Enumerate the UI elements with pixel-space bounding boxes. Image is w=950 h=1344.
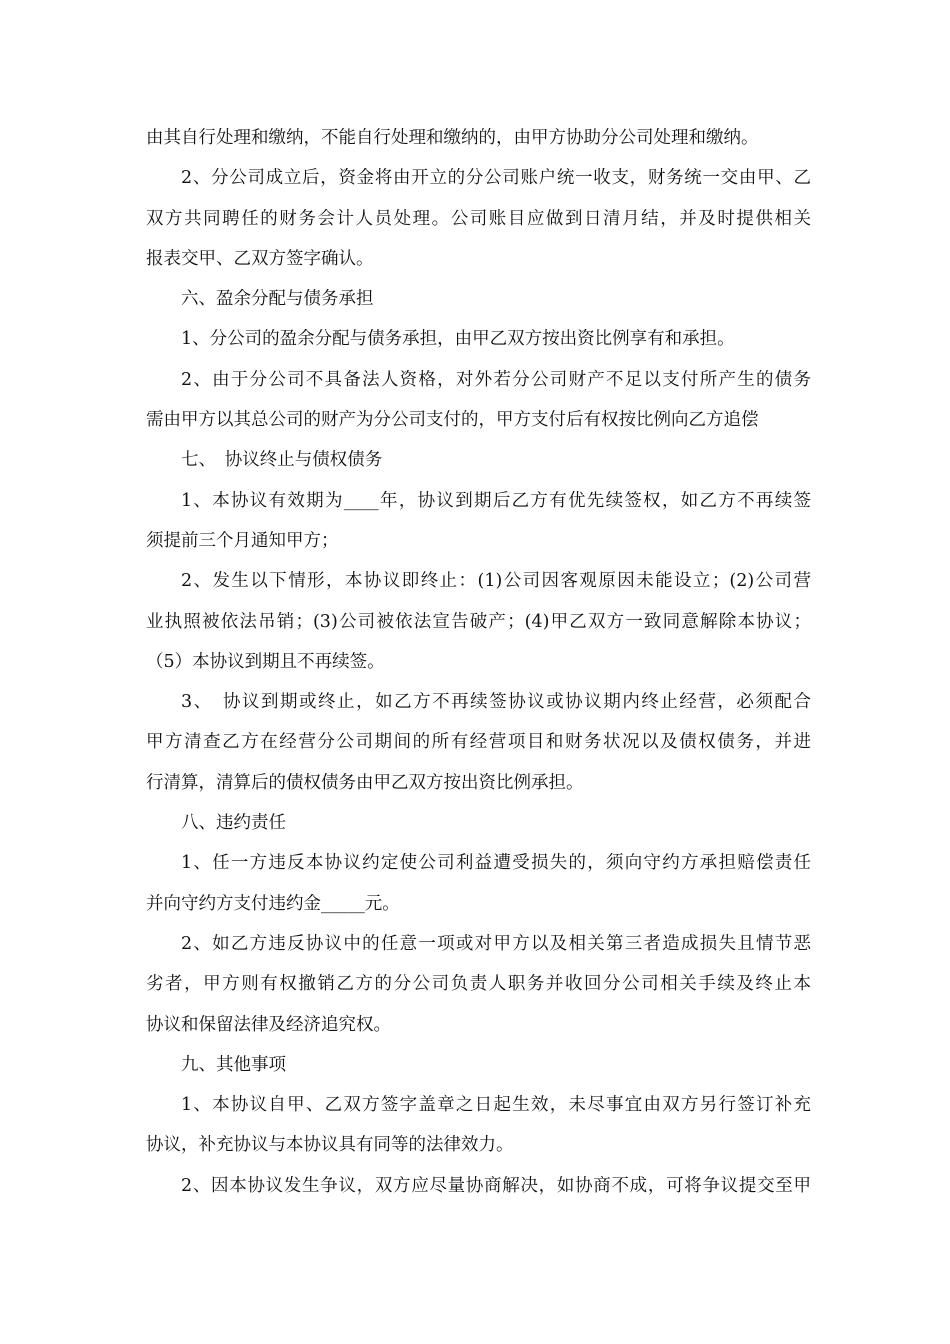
text-line: 协议和保留法律及经济追究权。 <box>146 1014 391 1035</box>
text-line: 2、如乙方违反协议中的任意一项或对甲方以及相关第三者造成损失且情节恶 <box>181 933 811 954</box>
text-line: 劣者，甲方则有权撤销乙方的分公司负责人职务并收回分公司相关手续及终止本 <box>146 974 811 995</box>
text-line: 协议，补充协议与本协议具有同等的法律效力。 <box>146 1135 514 1156</box>
text-line: 须提前三个月通知甲方； <box>146 530 339 551</box>
text-line: 3、 协议到期或终止，如乙方不再续签协议或协议期内终止经营，必须配合 <box>181 692 811 713</box>
text-line: 由其自行处理和缴纳，不能自行处理和缴纳的，由甲方协助分公司处理和缴纳。 <box>146 128 759 148</box>
text-line: 行清算，清算后的债权债务由甲乙双方按出资比例承担。 <box>146 772 584 793</box>
text-line: 报表交甲、乙双方签字确认。 <box>146 248 374 269</box>
text-line: 并向守约方支付违约金_____元。 <box>146 893 400 914</box>
text-line: 业执照被依法吊销；(3)公司被依法宣告破产；(4)甲乙双方一致同意解除本协议； <box>146 611 811 632</box>
text-line: 需由甲方以其总公司的财产为分公司支付的，甲方支付后有权按比例向乙方追偿 <box>146 410 759 431</box>
text-line: 1、任一方违反本协议约定使公司利益遭受损失的，须向守约方承担赔偿责任 <box>181 853 811 874</box>
section-heading: 七、 协议终止与债权债务 <box>181 450 383 471</box>
text-line: 2、由于分公司不具备法人资格，对外若分公司财产不足以支付所产生的债务 <box>181 369 811 390</box>
text-line: 甲方清查乙方在经营分公司期间的所有经营项目和财务状况以及债权债务，并进 <box>146 732 811 753</box>
text-line: 2、分公司成立后，资金将由开立的分公司账户统一收支，财务统一交由甲、乙 <box>181 168 811 189</box>
section-heading: 九、其他事项 <box>181 1054 286 1075</box>
section-heading: 六、盈余分配与债务承担 <box>181 289 374 310</box>
text-line: 1、本协议自甲、乙双方签字盖章之日起生效，未尽事宜由双方另行签订补充 <box>181 1095 811 1116</box>
text-line: 2、发生以下情形，本协议即终止：(1)公司因客观原因未能设立；(2)公司营 <box>181 571 811 592</box>
text-line: 1、本协议有效期为____年，协议到期后乙方有优先续签权，如乙方不再续签 <box>181 490 811 511</box>
text-line: 双方共同聘任的财务会计人员处理。公司账目应做到日清月结，并及时提供相关 <box>146 208 811 229</box>
text-line: 2、因本协议发生争议，双方应尽量协商解决，如协商不成，可将争议提交至甲 <box>181 1175 811 1196</box>
document-body <box>146 118 811 1206</box>
text-line: 1、分公司的盈余分配与债务承担，由甲乙双方按出资比例享有和承担。 <box>181 329 735 350</box>
section-heading: 八、违约责任 <box>181 813 286 834</box>
text-line: （5）本协议到期且不再续签。 <box>146 651 385 672</box>
